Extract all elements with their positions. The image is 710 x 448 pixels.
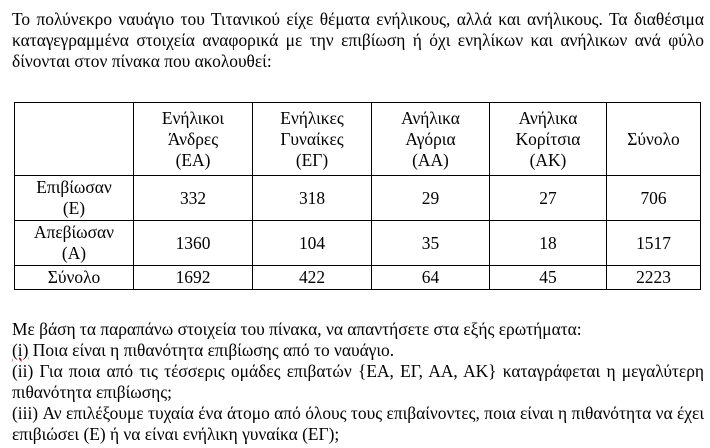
question-2: (ii) Για ποια από τις τέσσερις ομάδες επιβατών {ΕΑ, ΕΓ, ΑΑ, ΑΚ} καταγράφεται η μεγαλύτερη πιθανότητα επιβίωσης; <box>12 361 704 402</box>
table-row <box>15 266 701 290</box>
table-cell: 332 <box>134 176 253 221</box>
question-1-number: (i) <box>12 340 29 360</box>
table-cell: 2223 <box>607 266 701 290</box>
header-minor-girls: Ανήλικα Κορίτσια (ΑΚ) <box>490 103 607 176</box>
table-cell: 706 <box>607 176 701 221</box>
table-cell: 318 <box>253 176 372 221</box>
table-cell: 35 <box>372 221 490 266</box>
table-row <box>15 176 701 221</box>
header-minor-boys: Ανήλικα Αγόρια (ΑΑ) <box>372 103 490 176</box>
header-adult-men: Ενήλικοι Άνδρες (ΕΑ) <box>134 103 253 176</box>
row-label-died: Απεβίωσαν (Α) <box>15 221 134 266</box>
table-cell: 27 <box>490 176 607 221</box>
table-header-row <box>15 103 701 176</box>
table-cell: 1692 <box>134 266 253 290</box>
row-label-total: Σύνολο <box>15 266 134 290</box>
table-cell: 104 <box>253 221 372 266</box>
table-cell: 45 <box>490 266 607 290</box>
table-cell: 1360 <box>134 221 253 266</box>
question-1-text: Ποια είναι η πιθανότητα επιβίωσης από το ναυάγιο. <box>28 340 395 360</box>
survival-table <box>14 102 701 290</box>
question-3: (iii) Αν επιλέξουμε τυχαία ένα άτομο από όλους τους επιβαίνοντες, ποια είναι η πιθανότητα να έχει επιβιώσει (Ε) ή να είναι ενήλικη γυναίκα (ΕΓ); <box>12 403 704 444</box>
questions-block <box>12 319 704 445</box>
table-cell: 18 <box>490 221 607 266</box>
questions-lead: Με βάση τα παραπάνω στοιχεία του πίνακα, να απαντήσετε στα εξής ερωτήματα: <box>12 319 582 339</box>
question-1 <box>12 340 704 361</box>
table-row <box>15 221 701 266</box>
table-cell: 1517 <box>607 221 701 266</box>
header-total: Σύνολο <box>607 103 701 176</box>
row-label-survived: Επιβίωσαν (Ε) <box>15 176 134 221</box>
table-cell: 29 <box>372 176 490 221</box>
header-empty-cell <box>15 103 134 176</box>
table-cell: 64 <box>372 266 490 290</box>
intro-paragraph: Το πολύνεκρο ναυάγιο του Τιτανικού είχε θέματα ενήλικους, αλλά και ανήλικους. Τα διαθέσιμα καταγεγραμμένα στοιχεία αναφορικά με την επιβίωση ή όχι ενηλίκων και ανήλικων ανά φύλο δίνονται στον πίνακα που ακολουθεί: <box>12 9 704 71</box>
table-cell: 422 <box>253 266 372 290</box>
header-adult-women: Ενήλικες Γυναίκες (ΕΓ) <box>253 103 372 176</box>
